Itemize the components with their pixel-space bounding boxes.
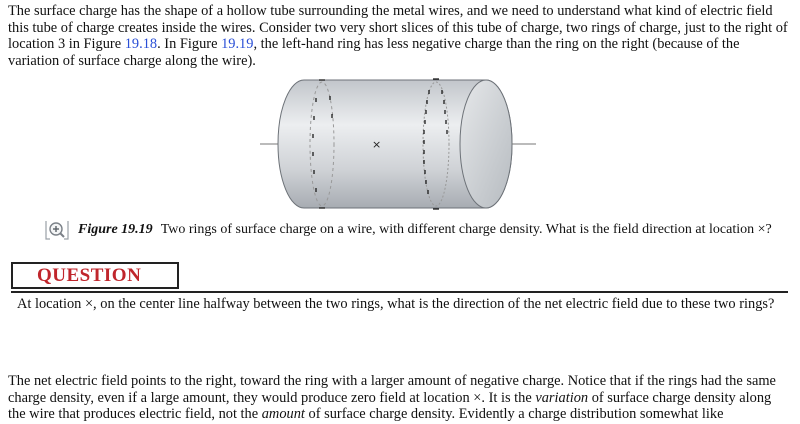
location-x-marker: × <box>372 138 382 151</box>
question-divider <box>11 291 788 293</box>
paragraph-surface-charge <box>8 3 792 69</box>
paragraph-text: The surface charge has the shape of a hollow tube surrounding the metal wires, and we need to understand what kind of electric field this tube of charge creates inside the wires. Consider two very short slices of this tube of charge, two rings of charge, just to the right of location 3 in Figure <box>8 3 788 53</box>
figure-19-18-link[interactable]: 19.18 <box>124 36 158 53</box>
paragraph-text: The net electric field points to the right, toward the ring with a larger amount of negative charge. Notice that if the rings had the same charge density, even if a large amount, they would produce zero field at location ×. It is the <box>8 373 776 406</box>
paragraph-text: of surface charge density along the wire that produces electric field, not the <box>8 389 772 423</box>
cylinder-end-face <box>460 80 512 208</box>
paragraph-text: of surface charge density. Evidently a charge distribution somewhat like <box>304 406 724 423</box>
emphasis-variation: variation <box>535 389 589 406</box>
zoom-icon[interactable] <box>44 220 70 240</box>
figure-caption <box>44 220 784 240</box>
question-heading-box <box>11 262 179 289</box>
figure-caption-text: Two rings of surface charge on a wire, with different charge density. What is the field direction at location ×? <box>160 222 772 238</box>
paragraph-answer <box>8 373 792 423</box>
question-heading: QUESTION <box>37 265 142 286</box>
tube-illustration <box>258 66 538 216</box>
figure-label: Figure 19.19 <box>78 222 153 238</box>
figure-19-19-link[interactable]: 19.19 <box>221 36 254 53</box>
paragraph-text: , the left-hand ring has less negative charge than the ring on the right (because of the variation of surface charge along the wire). <box>8 36 740 69</box>
emphasis-amount: amount <box>261 406 305 423</box>
question-text: At location ×, on the center line halfway between the two rings, what is the direction of the net electric field due to these two rings? <box>17 296 775 312</box>
figure-two-rings-diagram <box>258 66 538 216</box>
paragraph-text: . In Figure <box>157 36 222 53</box>
